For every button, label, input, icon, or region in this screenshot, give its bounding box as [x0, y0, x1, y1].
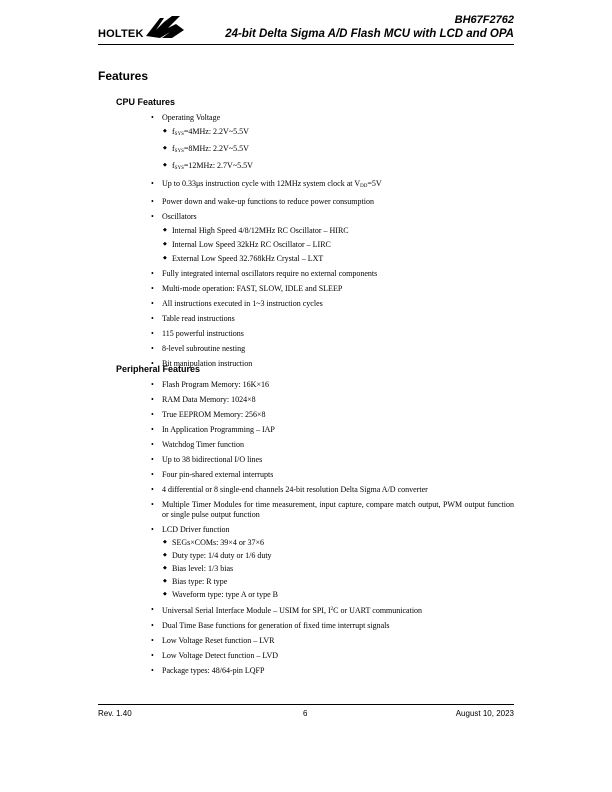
sublist-item: ◆ SEGs×COMs: 39×4 or 37×6 — [162, 538, 514, 548]
sublist-item: ◆ Internal High Speed 4/8/12MHz RC Oscillator – HIRC — [162, 226, 514, 236]
cpu-features-heading: CPU Features — [116, 97, 176, 107]
list-item: • 115 powerful instructions — [150, 329, 514, 339]
footer-date: August 10, 2023 — [455, 709, 514, 718]
list-item: • Flash Program Memory: 16K×16 — [150, 380, 514, 390]
list-item: • RAM Data Memory: 1024×8 — [150, 395, 514, 405]
list-item: • Watchdog Timer function — [150, 440, 514, 450]
peripheral-features-heading: Peripheral Features — [116, 364, 201, 374]
holtek-logo-icon — [146, 14, 186, 40]
list-item: • In Application Programming – IAP — [150, 425, 514, 435]
sublist-item: ◆ Internal Low Speed 32kHz RC Oscillator – LIRC — [162, 240, 514, 250]
header-divider — [98, 44, 514, 45]
list-item: • Universal Serial Interface Module – USIM for SPI, $I^2C$ or UART communication — [150, 605, 514, 616]
features-heading: Features — [98, 69, 149, 83]
sublist-item: ◆ External Low Speed 32.768kHz Crystal – LXT — [162, 254, 514, 264]
list-item: • Package types: 48/64-pin LQFP — [150, 666, 514, 676]
list-item: • Dual Time Base functions for generation of fixed time interrupt signals — [150, 621, 514, 631]
list-item: • Multiple Timer Modules for time measurement, input capture, compare match output, PWM output function or single pulse output function — [150, 500, 514, 520]
footer-page-number: 6 — [303, 709, 308, 718]
oscillator-sublist — [162, 226, 514, 264]
list-item: • 4 differential or 8 single-end channels 24-bit resolution Delta Sigma A/D converter — [150, 485, 514, 495]
operating-voltage-label: Operating Voltage — [162, 113, 221, 122]
footer-divider — [98, 704, 514, 705]
part-number: BH67F2762 — [454, 14, 514, 26]
sublist-item: ◆ $f_{SYS}=12MHz$: 2.7V~5.5V — [162, 161, 514, 174]
peripheral-features-list — [150, 380, 514, 676]
list-item: • Multi-mode operation: FAST, SLOW, IDLE and SLEEP — [150, 284, 514, 294]
sublist-item: ◆ Bias type: R type — [162, 577, 514, 587]
list-item: • Four pin-shared external interrupts — [150, 470, 514, 480]
sublist-item: ◆ Bias level: 1/3 bias — [162, 564, 514, 574]
list-item: • True EEPROM Memory: 256×8 — [150, 410, 514, 420]
voltage-sublist — [162, 127, 514, 174]
list-item: • Power down and wake-up functions to reduce power consumption — [150, 197, 514, 207]
list-item: • Low Voltage Detect function – LVD — [150, 651, 514, 661]
list-item — [150, 212, 514, 264]
sublist-item: ◆ Waveform type: type A or type B — [162, 590, 514, 600]
lcd-sublist — [162, 538, 514, 600]
list-item: • 8-level subroutine nesting — [150, 344, 514, 354]
lcd-driver-label: LCD Driver function — [162, 525, 230, 534]
document-title: 24-bit Delta Sigma A/D Flash MCU with LCD and OPA — [225, 28, 514, 40]
cpu-features-list — [150, 113, 514, 369]
sublist-item: ◆ $f_{SYS}=8MHz$: 2.2V~5.5V — [162, 144, 514, 157]
list-item: • Up to 38 bidirectional I/O lines — [150, 455, 514, 465]
list-item — [150, 525, 514, 600]
list-item: • Fully integrated internal oscillators require no external components — [150, 269, 514, 279]
sublist-item: ◆ $f_{SYS}=4MHz$: 2.2V~5.5V — [162, 127, 514, 140]
holtek-logo — [98, 14, 188, 42]
sublist-item: ◆ Duty type: 1/4 duty or 1/6 duty — [162, 551, 514, 561]
list-item: • Up to 0.33μs instruction cycle with 12MHz system clock at $V_{DD}=5V$ — [150, 179, 514, 192]
footer-revision: Rev. 1.40 — [98, 709, 132, 718]
oscillators-label: Oscillators — [162, 212, 197, 221]
logo-text: HOLTEK — [98, 28, 144, 40]
list-item — [150, 113, 514, 174]
list-item: • All instructions executed in 1~3 instruction cycles — [150, 299, 514, 309]
list-item: • Bit manipulation instruction — [150, 359, 514, 369]
list-item: • Low Voltage Reset function – LVR — [150, 636, 514, 646]
list-item: • Table read instructions — [150, 314, 514, 324]
